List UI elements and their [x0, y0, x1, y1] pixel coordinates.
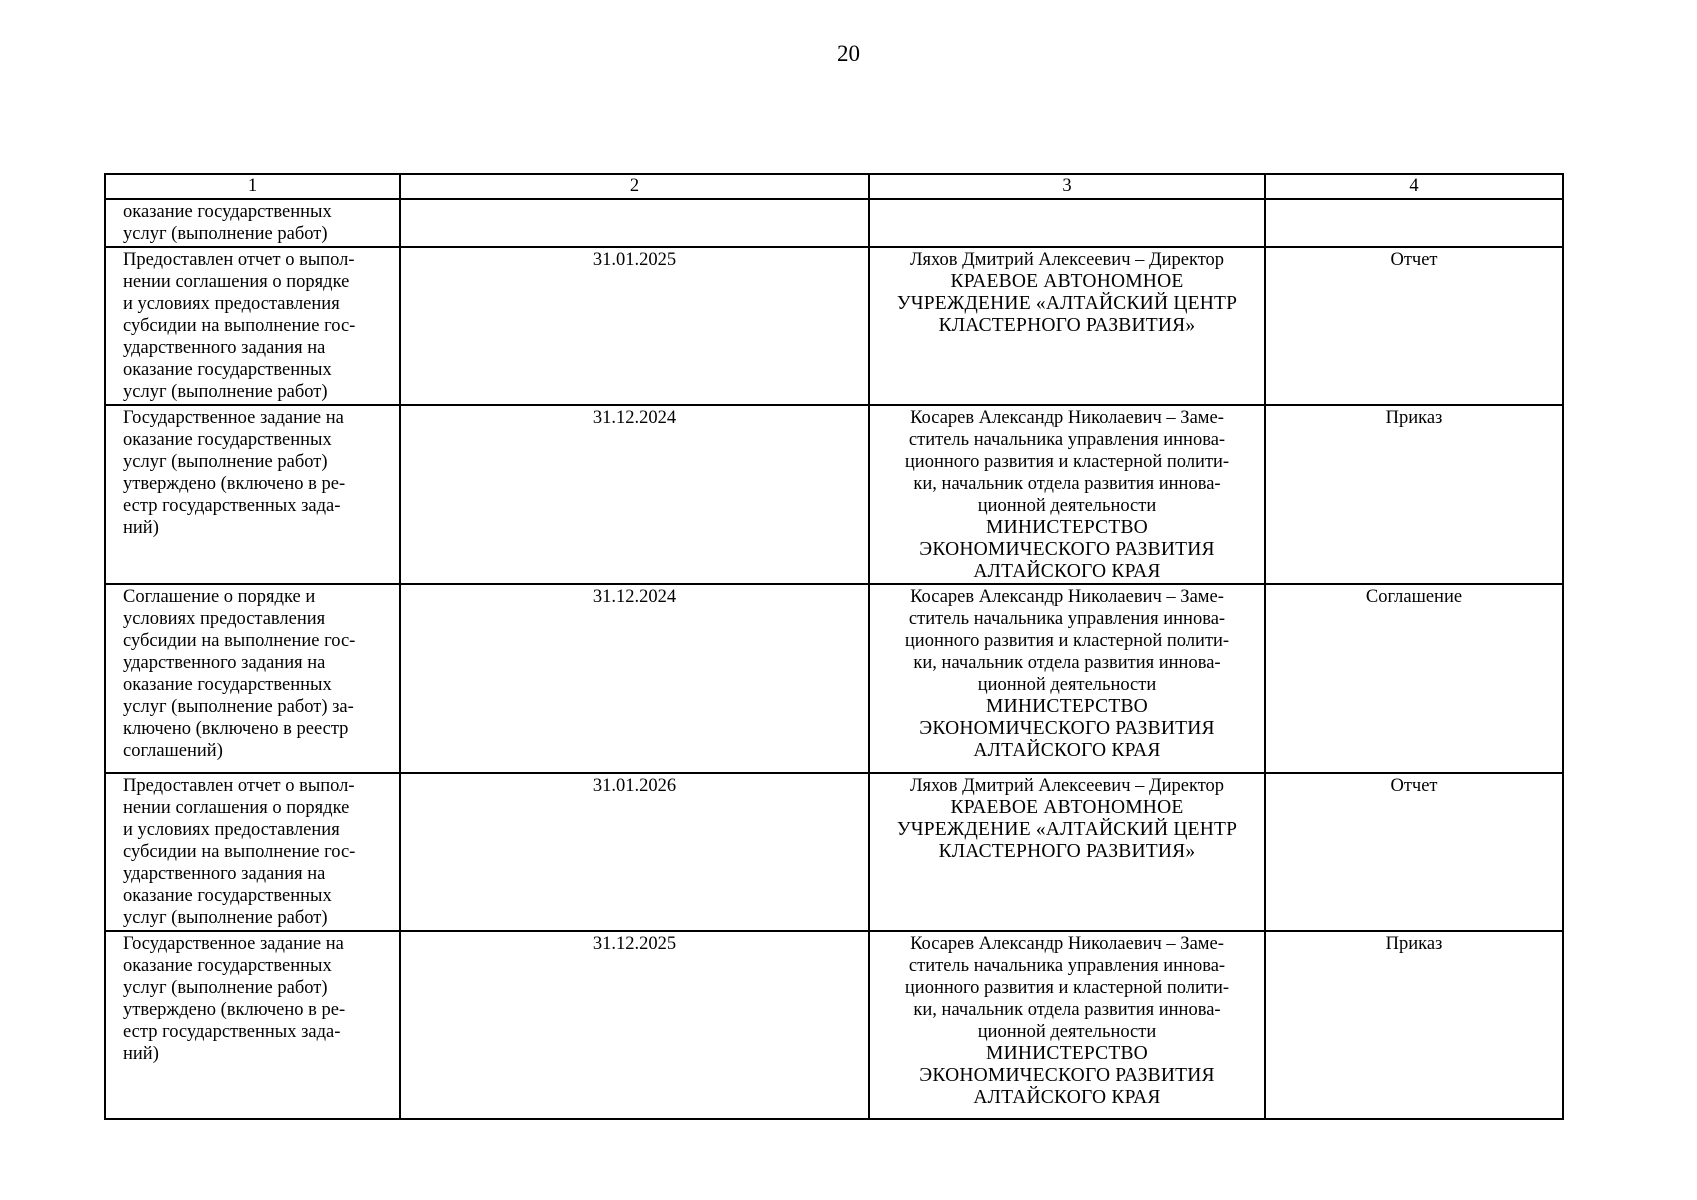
date-cell	[400, 584, 869, 773]
date-cell	[400, 931, 869, 1119]
responsible-person: Ляхов Дмитрий Алексеевич – Директор	[909, 776, 1225, 796]
event-cell	[105, 247, 400, 405]
table-row	[105, 199, 1563, 247]
date-text: 31.12.2024	[592, 587, 677, 607]
date-text	[401, 200, 868, 201]
event-cell	[105, 405, 400, 584]
responsible-organization: КРАЕВОЕ АВТОНОМНОЕ УЧРЕЖДЕНИЕ «АЛТАЙСКИЙ ЦЕНТР КЛАСТЕРНОГО РАЗВИТИЯ»	[896, 271, 1238, 336]
responsible-cell	[869, 931, 1265, 1119]
responsible-cell	[869, 584, 1265, 773]
document-cell	[1265, 247, 1563, 405]
responsible-cell	[869, 773, 1265, 931]
responsible-person: Косарев Александр Николаевич – Заме- ститель начальника управления иннова- ционного развития и кластерной полити- ки, начальник отдела развития иннова- ционной деятельности	[904, 408, 1230, 516]
document-type: Соглашение	[1365, 587, 1463, 607]
event-text: оказание государственных услуг (выполнение работ)	[123, 202, 332, 244]
responsible-organization: МИНИСТЕРСТВО ЭКОНОМИЧЕСКОГО РАЗВИТИЯ АЛТАЙСКОГО КРАЯ	[919, 696, 1215, 761]
date-text: 31.12.2024	[592, 408, 677, 428]
document-cell	[1265, 584, 1563, 773]
date-cell	[400, 405, 869, 584]
table-header-row	[105, 174, 1563, 199]
column-header-2: 2	[400, 174, 869, 199]
control-points-table	[104, 173, 1564, 1120]
date-text: 31.01.2025	[592, 250, 677, 270]
responsible-cell	[869, 199, 1265, 247]
column-header-3: 3	[869, 174, 1265, 199]
table-row	[105, 931, 1563, 1119]
event-text: Соглашение о порядке и условиях предоставления субсидии на выполнение гос- ударственного задания на оказание государственных услуг (выполнение работ) за- ключено (включено в реестр соглашений)	[123, 587, 356, 761]
table-row	[105, 247, 1563, 405]
table-row	[105, 773, 1563, 931]
event-text: Государственное задание на оказание государственных услуг (выполнение работ) утверждено (включено в ре- естр государственных зада- ний)	[123, 934, 346, 1064]
responsible-organization: МИНИСТЕРСТВО ЭКОНОМИЧЕСКОГО РАЗВИТИЯ АЛТАЙСКОГО КРАЯ	[919, 517, 1215, 582]
table-row	[105, 584, 1563, 773]
document-type: Приказ	[1385, 408, 1443, 428]
date-text: 31.12.2025	[592, 934, 677, 954]
date-cell	[400, 199, 869, 247]
responsible-person: Косарев Александр Николаевич – Заме- ститель начальника управления иннова- ционного развития и кластерной полити- ки, начальник отдела развития иннова- ционной деятельности	[904, 587, 1230, 695]
document-type	[1266, 200, 1562, 201]
event-cell	[105, 584, 400, 773]
date-cell	[400, 773, 869, 931]
document-type: Отчет	[1390, 776, 1438, 796]
document-cell	[1265, 931, 1563, 1119]
event-text: Государственное задание на оказание государственных услуг (выполнение работ) утверждено (включено в ре- естр государственных зада- ний)	[123, 408, 346, 538]
responsible-person: Ляхов Дмитрий Алексеевич – Директор	[909, 250, 1225, 270]
document-cell	[1265, 773, 1563, 931]
document-type: Отчет	[1390, 250, 1438, 270]
event-text: Предоставлен отчет о выпол- нении соглашения о порядке и условиях предоставления субсидии на выполнение гос- ударственного задания на оказание государственных услуг (выполнение работ)	[123, 250, 356, 402]
event-text: Предоставлен отчет о выпол- нении соглашения о порядке и условиях предоставления субсидии на выполнение гос- ударственного задания на оказание государственных услуг (выполнение работ)	[123, 776, 356, 928]
page-number: 20	[837, 41, 860, 66]
document-cell	[1265, 405, 1563, 584]
date-cell	[400, 247, 869, 405]
document-type: Приказ	[1385, 934, 1443, 954]
table-row	[105, 405, 1563, 584]
responsible-organization: МИНИСТЕРСТВО ЭКОНОМИЧЕСКОГО РАЗВИТИЯ АЛТАЙСКОГО КРАЯ	[919, 1043, 1215, 1108]
column-header-4: 4	[1265, 174, 1563, 199]
responsible-cell	[869, 405, 1265, 584]
event-cell	[105, 931, 400, 1119]
event-cell	[105, 773, 400, 931]
document-cell	[1265, 199, 1563, 247]
responsible-organization: КРАЕВОЕ АВТОНОМНОЕ УЧРЕЖДЕНИЕ «АЛТАЙСКИЙ ЦЕНТР КЛАСТЕРНОГО РАЗВИТИЯ»	[896, 797, 1238, 862]
date-text: 31.01.2026	[592, 776, 677, 796]
responsible-person: Косарев Александр Николаевич – Заме- ститель начальника управления иннова- ционного развития и кластерной полити- ки, начальник отдела развития иннова- ционной деятельности	[904, 934, 1230, 1042]
column-header-1: 1	[105, 174, 400, 199]
responsible-cell	[869, 247, 1265, 405]
event-cell	[105, 199, 400, 247]
